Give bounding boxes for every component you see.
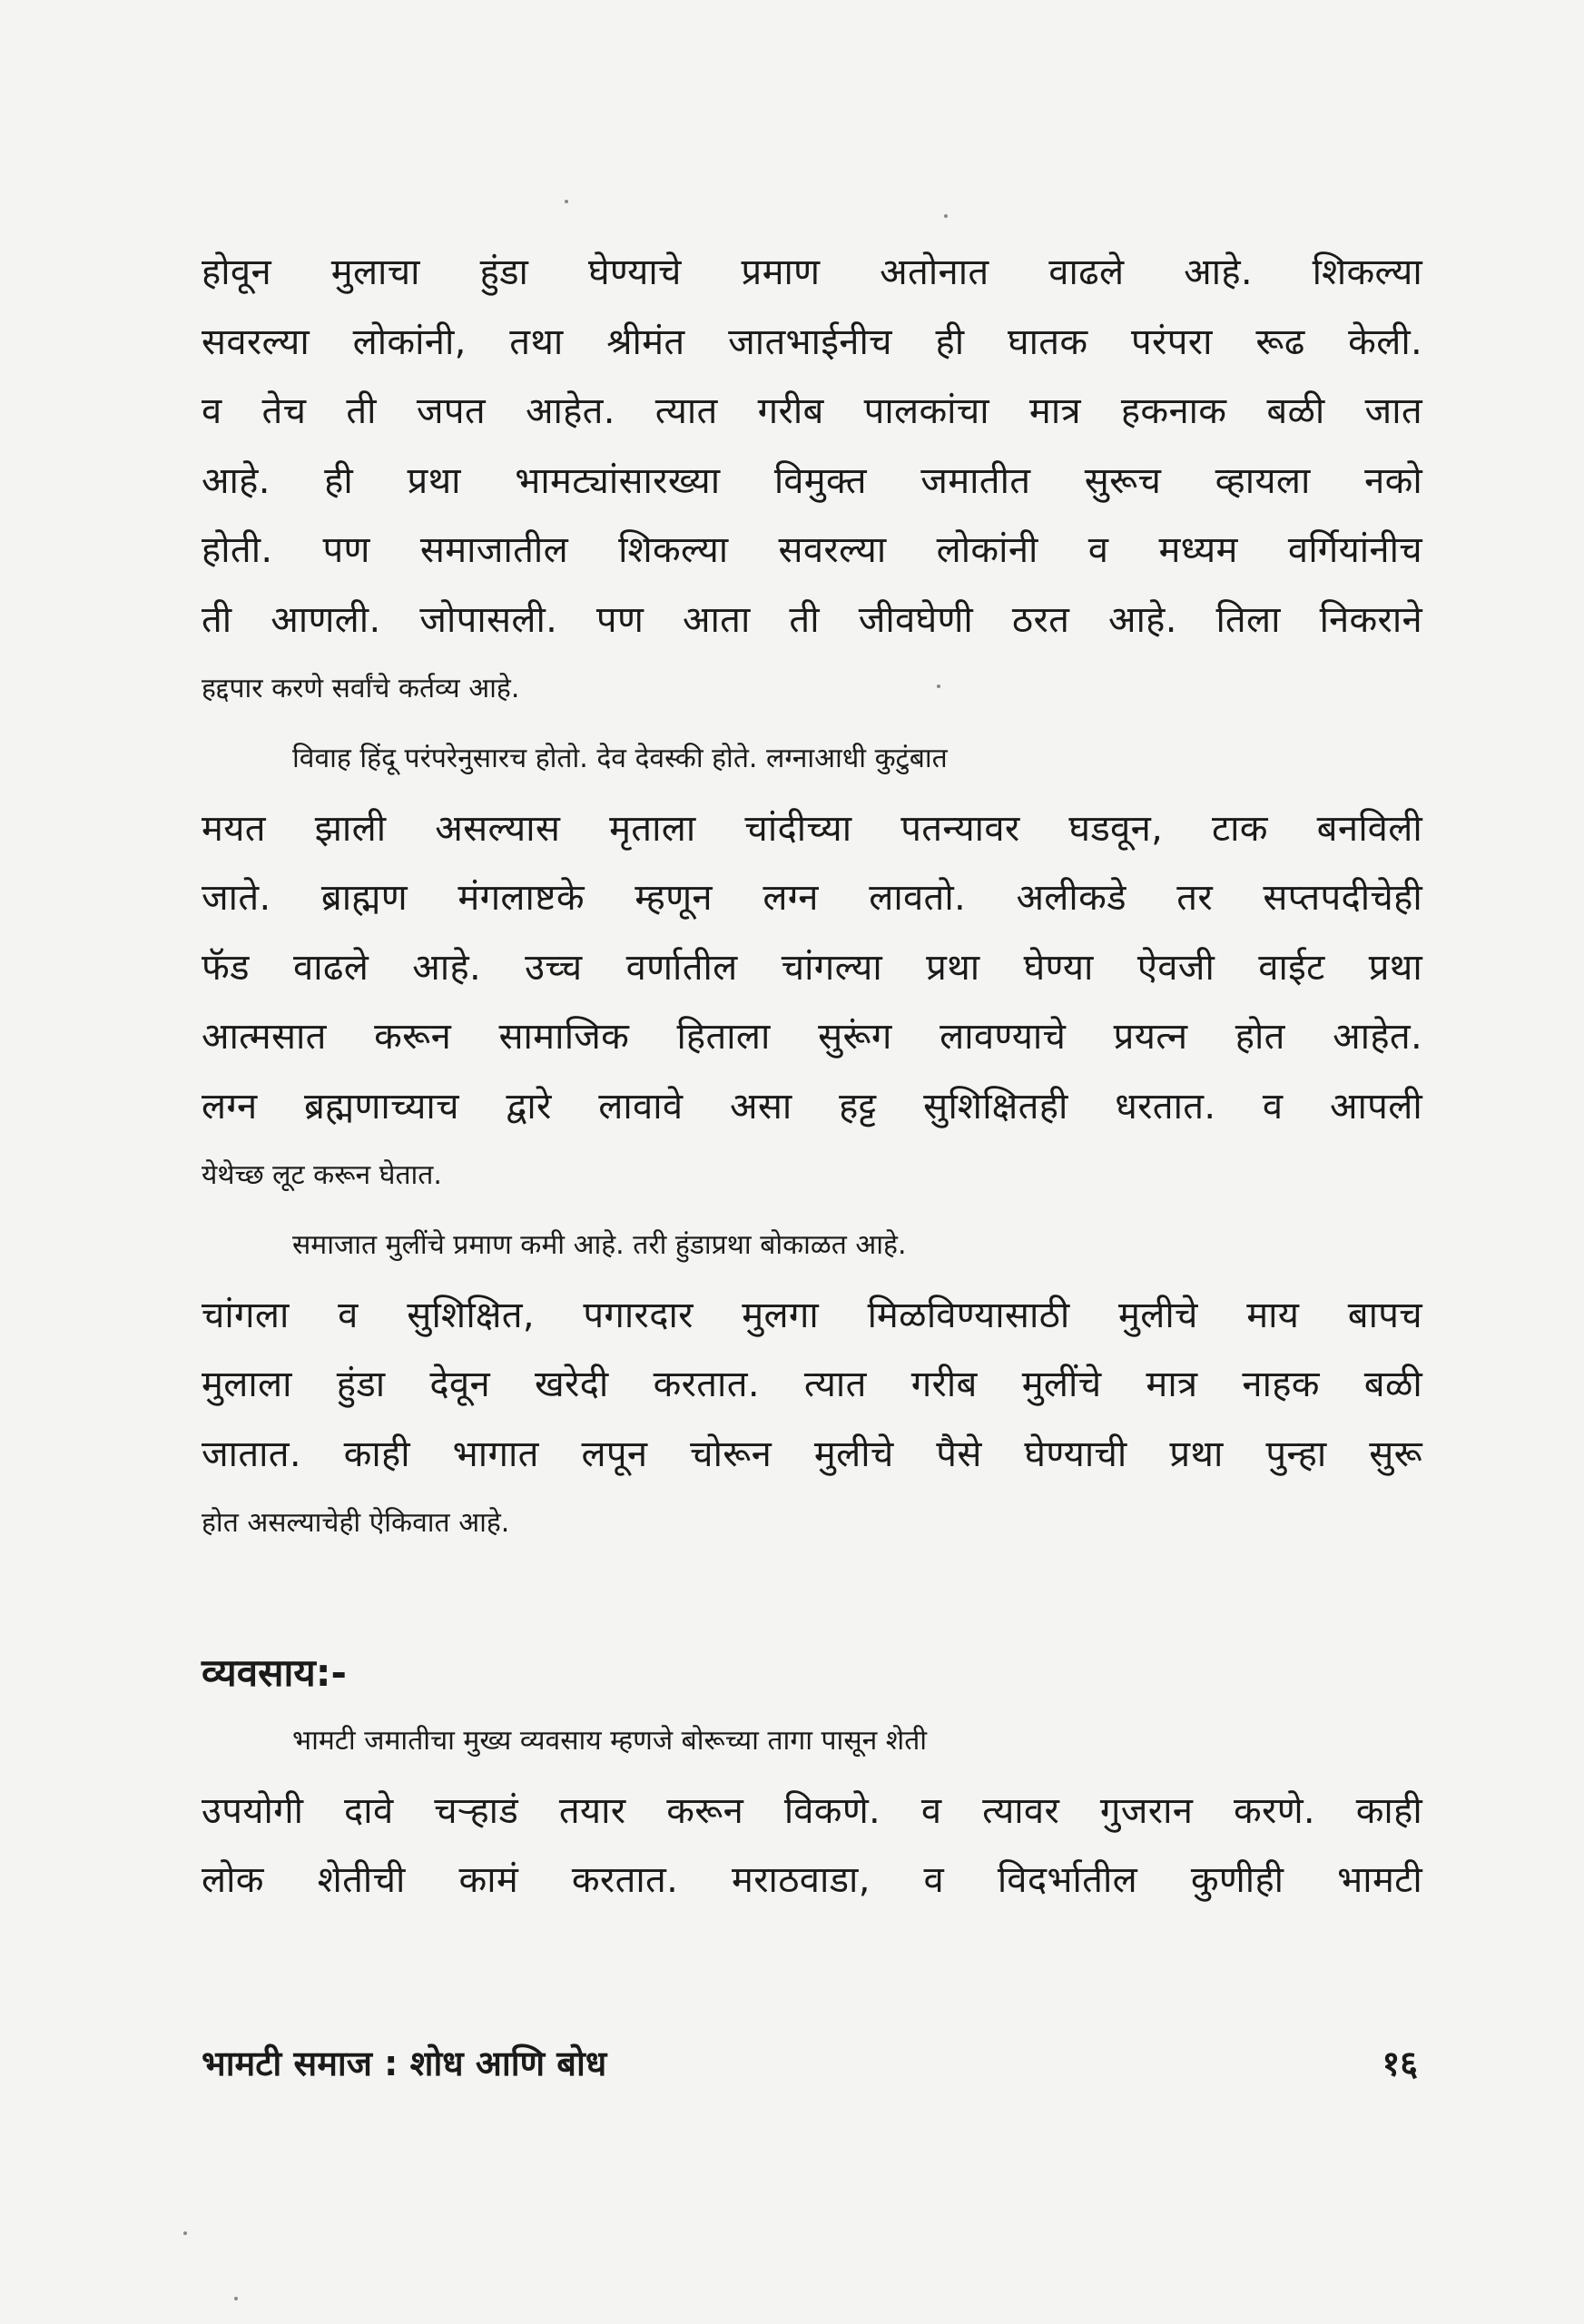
text-line: लोक शेतीची कामं करतात. मराठवाडा, व विदर्भातील कुणीही भामटी xyxy=(202,1859,1422,1901)
text-line: होती. पण समाजातील शिकल्या सवरल्या लोकांनी व मध्यम वर्गियांनीच xyxy=(202,529,1422,571)
paper-speck xyxy=(183,2231,187,2235)
text-line: मुलाला हुंडा देवून खरेदी करतात. त्यात गरीब मुलींचे मात्र नाहक बळी xyxy=(202,1364,1422,1405)
paragraph-marriage xyxy=(202,724,1436,1211)
book-title: भामटी समाज : शोध आणि बोध xyxy=(202,2043,607,2083)
text-line: येथेच्छ लूट करून घेतात. xyxy=(202,1159,442,1191)
text-line: व तेच ती जपत आहेत. त्यात गरीब पालकांचा मात्र हकनाक बळी जात xyxy=(202,390,1422,432)
page-number: १६ xyxy=(1382,2043,1418,2083)
text-line: होवून मुलाचा हुंडा घेण्याचे प्रमाण अतोनात वाढले आहे. शिकल्या xyxy=(202,251,1422,293)
text-line: होत असल्याचेही ऐकिवात आहे. xyxy=(202,1507,510,1539)
text-line: आहे. ही प्रथा भामट्यांसारख्या विमुक्त जमातीत सुरूच व्हायला नको xyxy=(202,459,1422,502)
paper-speck xyxy=(937,684,940,688)
text-line: चांगला व सुशिक्षित, पगारदार मुलगा मिळविण्यासाठी मुलीचे माय बापच xyxy=(202,1294,1422,1336)
paragraph-occupation xyxy=(202,1707,1436,1915)
text-line: फॅड वाढले आहे. उच्च वर्णातील चांगल्या प्रथा घेण्या ऐवजी वाईट प्रथा xyxy=(202,946,1422,989)
text-line: लग्न ब्रह्मणाच्याच द्वारे लावावे असा हट्ट सुशिक्षितही धरतात. व आपली xyxy=(202,1085,1422,1128)
text-line: आत्मसात करून सामाजिक हिताला सुरूंग लावण्याचे प्रयत्न होत आहेत. xyxy=(202,1016,1422,1058)
text-line: हद्दपार करणे सर्वांचे कर्तव्य आहे. xyxy=(202,673,520,704)
paper-speck xyxy=(944,214,948,218)
page-footer xyxy=(202,2032,1418,2095)
text-line: जातात. काही भागात लपून चोरून मुलीचे पैसे घेण्याची प्रथा पुन्हा सुरू xyxy=(202,1433,1422,1475)
text-line: समाजात मुलींचे प्रमाण कमी आहे. तरी हुंडाप्रथा बोकाळत आहे. xyxy=(292,1229,907,1261)
section-heading: व्यवसाय:- xyxy=(202,1650,347,1695)
paragraph-girls-ratio xyxy=(202,1211,1436,1559)
paragraph-dowry-continuation xyxy=(202,238,1436,724)
text-line: मयत झाली असल्यास मृताला चांदीच्या पतन्यावर घडवून, टाक बनविली xyxy=(202,807,1422,850)
text-line: ती आणली. जोपासली. पण आता ती जीवघेणी ठरत आहे. तिला निकराने xyxy=(202,598,1422,641)
text-line: सवरल्या लोकांनी, तथा श्रीमंत जातभाईनीच ही घातक परंपरा रूढ केली. xyxy=(202,320,1422,363)
text-line: उपयोगी दावे चऱ्हाडं तयार करून विकणे. व त्यावर गुजरान करणे. काही xyxy=(202,1789,1422,1832)
paper-speck xyxy=(565,200,568,203)
paper-speck xyxy=(234,2297,238,2300)
text-line: भामटी जमातीचा मुख्य व्यवसाय म्हणजे बोरूच्या तागा पासून शेती xyxy=(292,1725,928,1757)
text-line: विवाह हिंदू परंपरेनुसारच होतो. देव देवस्की होते. लग्नाआधी कुटुंबात xyxy=(292,743,948,774)
text-line: जाते. ब्राह्मण मंगलाष्टके म्हणून लग्न लावतो. अलीकडे तर सप्तपदीचेही xyxy=(202,877,1422,919)
